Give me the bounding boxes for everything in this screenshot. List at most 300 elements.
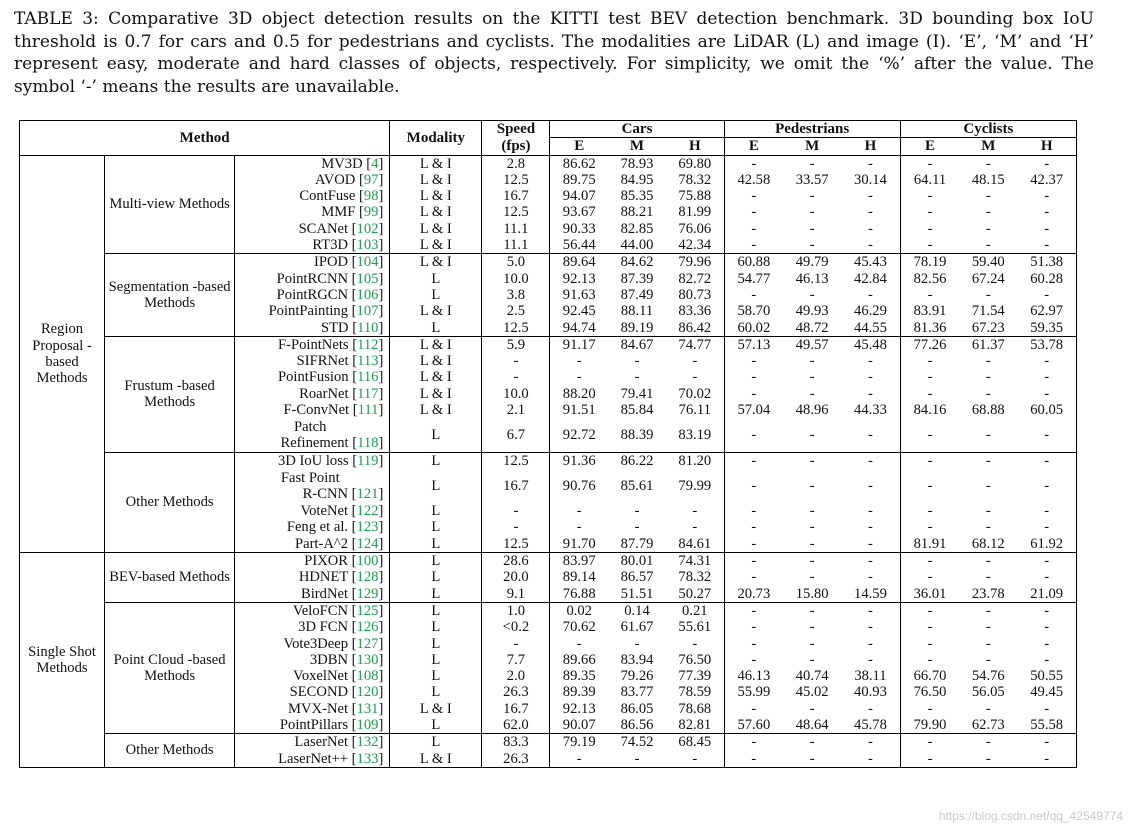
value-cell: 60.02 [737, 319, 771, 336]
reference-link[interactable]: 116 [357, 369, 379, 386]
reference-link[interactable]: 99 [363, 204, 379, 221]
value-cell: - [576, 369, 582, 386]
modality-cell: L [390, 668, 482, 684]
speed-cell: 12.5 [482, 320, 550, 337]
modality-cell: L & I [390, 221, 482, 237]
value-cell: - [841, 221, 900, 237]
value-cell: - [900, 734, 959, 751]
value-cell: - [751, 353, 757, 370]
value-cell: - [841, 652, 900, 668]
reference-link[interactable]: 103 [356, 237, 379, 254]
value-cell: 86.56 [620, 717, 654, 733]
value-cell: 82.72 [666, 271, 724, 287]
method-name-cell: Vote3Deep [127] [235, 636, 390, 652]
speed-cell: - [482, 369, 550, 385]
value-cell: - [900, 553, 959, 570]
reference-link[interactable]: 123 [356, 519, 379, 536]
method-name: LaserNet [294, 734, 349, 751]
results-table [19, 120, 1077, 768]
speed-cell: - [482, 353, 550, 369]
value-cell: - [841, 287, 900, 303]
method-name: Fast Point R-CNN [280, 469, 349, 503]
value-cell: - [809, 353, 815, 370]
value-cell: - [1017, 386, 1076, 402]
reference-link[interactable]: 100 [356, 553, 379, 570]
value-cell: - [1017, 519, 1076, 535]
value-cell: - [1017, 469, 1076, 503]
ped-easy-header: E [724, 138, 783, 155]
value-cell: 84.95 [620, 171, 654, 188]
value-cell: - [666, 519, 724, 535]
method-name: MV3D [321, 155, 363, 172]
value-cell: 81.36 [913, 319, 947, 336]
speed-cell: 16.7 [482, 701, 550, 717]
value-cell: - [809, 385, 815, 402]
value-cell: 71.54 [971, 303, 1005, 320]
value-cell: - [985, 700, 991, 717]
value-cell: 76.50 [913, 684, 947, 701]
value-cell: - [841, 519, 900, 535]
reference-link[interactable]: 4 [371, 155, 379, 172]
value-cell: 42.84 [841, 271, 900, 287]
value-cell: 91.51 [562, 402, 596, 419]
value-cell: - [751, 426, 757, 443]
value-cell: 15.80 [795, 585, 829, 602]
modality-cell: L [390, 503, 482, 519]
speed-header: Speed [482, 121, 550, 138]
value-cell: - [1017, 701, 1076, 717]
modality-cell: L & I [390, 701, 482, 717]
table-row [20, 734, 1077, 751]
speed-cell: 9.1 [482, 586, 550, 603]
value-cell: - [841, 536, 900, 553]
value-cell: - [927, 426, 933, 443]
value-cell: - [751, 635, 757, 652]
value-cell: 86.62 [550, 155, 608, 172]
table-row [20, 155, 1077, 172]
value-cell: 91.36 [550, 452, 608, 469]
group-label: Other Methods [105, 452, 235, 552]
value-cell: - [751, 700, 757, 717]
value-cell: 90.76 [562, 477, 596, 494]
value-cell: - [634, 519, 640, 536]
reference-link[interactable]: 133 [356, 750, 379, 767]
value-cell: 87.79 [620, 535, 654, 552]
method-name: VeloFCN [292, 602, 349, 619]
value-cell: 89.19 [620, 319, 654, 336]
cars-easy-header: E [550, 138, 608, 155]
value-cell: 79.90 [913, 717, 947, 733]
cars-hard-header: H [666, 138, 724, 155]
category-label: Single Shot Methods [20, 553, 105, 768]
method-name: BirdNet [301, 585, 349, 602]
value-cell: - [666, 636, 724, 652]
modality-cell: L [390, 553, 482, 570]
modality-cell: L [390, 569, 482, 585]
value-cell: 58.70 [737, 303, 771, 320]
value-cell: - [608, 751, 666, 768]
method-name-cell: SCANet [102] [235, 221, 390, 237]
method-name: 3D IoU loss [278, 452, 349, 469]
value-cell: - [1017, 155, 1076, 172]
reference-link[interactable]: 108 [356, 668, 379, 685]
value-cell: 0.02 [550, 602, 608, 619]
method-name: PointPillars [279, 717, 349, 733]
value-cell: 55.99 [737, 684, 771, 701]
reference-link[interactable]: 98 [363, 188, 379, 205]
speed-cell: <0.2 [482, 619, 550, 635]
method-name-cell: ContFuse [98] [235, 188, 390, 204]
value-cell: 48.96 [795, 402, 829, 419]
reference-link[interactable]: 132 [356, 734, 379, 751]
value-cell: 84.67 [608, 336, 666, 353]
modality-cell: L & I [390, 369, 482, 385]
method-name: IPOD [313, 254, 349, 271]
value-cell: - [985, 188, 991, 205]
value-cell: 88.20 [562, 385, 596, 402]
method-name-cell: Feng et al. [123] [235, 519, 390, 535]
value-cell: - [751, 519, 757, 536]
value-cell: - [927, 635, 933, 652]
value-cell: - [1017, 652, 1076, 668]
value-cell: 90.33 [562, 220, 596, 237]
method-name: PointRGCN [276, 286, 349, 303]
modality-cell: L [390, 469, 482, 503]
speed-cell: 1.0 [482, 602, 550, 619]
value-cell: 45.02 [795, 684, 829, 701]
value-cell: - [985, 503, 991, 520]
reference-link[interactable]: 106 [356, 286, 379, 303]
value-cell: - [809, 503, 815, 520]
table-row [20, 602, 1077, 619]
reference-link[interactable]: 113 [357, 353, 379, 370]
reference-link[interactable]: 121 [356, 486, 379, 503]
ped-hard-header: H [841, 138, 900, 155]
value-cell: 46.29 [841, 303, 900, 319]
method-name: 3DBN [309, 651, 349, 668]
value-cell: - [927, 519, 933, 536]
value-cell: - [1017, 188, 1076, 204]
value-cell: - [550, 751, 608, 768]
table-row [20, 452, 1077, 469]
value-cell: - [841, 204, 900, 220]
value-cell: 59.40 [959, 254, 1017, 271]
value-cell: 21.09 [1017, 586, 1076, 603]
method-name: HDNET [298, 569, 349, 586]
method-name-cell: 3D IoU loss [119] [235, 452, 390, 469]
value-cell: 89.14 [562, 569, 596, 586]
value-cell: 82.56 [913, 270, 947, 287]
value-cell: - [751, 651, 757, 668]
value-cell: 67.23 [971, 319, 1005, 336]
value-cell: 49.45 [1017, 684, 1076, 700]
reference-link[interactable]: 130 [356, 651, 379, 668]
method-name-cell: RT3D [103] [235, 237, 390, 254]
value-cell: 70.02 [666, 386, 724, 402]
reference-link[interactable]: 109 [356, 717, 379, 733]
value-cell: 50.55 [1017, 668, 1076, 684]
reference-link[interactable]: 97 [363, 171, 379, 188]
value-cell: 60.28 [1017, 271, 1076, 287]
value-cell: - [841, 619, 900, 635]
group-label: Point Cloud -based Methods [105, 602, 235, 733]
cyc-moderate-header: M [959, 138, 1017, 155]
value-cell: - [809, 535, 815, 552]
method-name-cell: VeloFCN [125] [235, 602, 390, 619]
method-name: RoarNet [299, 385, 349, 402]
value-cell: 78.59 [666, 684, 724, 700]
value-cell: - [783, 751, 841, 768]
value-cell: - [751, 619, 757, 636]
value-cell: 61.37 [959, 336, 1017, 353]
value-cell: 49.79 [783, 254, 841, 271]
speed-cell: 2.1 [482, 402, 550, 418]
modality-cell: L & I [390, 155, 482, 172]
value-cell: 74.77 [666, 336, 724, 353]
value-cell: 92.45 [562, 303, 596, 320]
value-cell: - [985, 385, 991, 402]
value-cell: 59.35 [1017, 320, 1076, 337]
reference-link[interactable]: 102 [356, 220, 379, 237]
value-cell: 68.88 [971, 402, 1005, 419]
value-cell: - [1017, 553, 1076, 570]
value-cell: - [576, 353, 582, 370]
value-cell: - [1017, 237, 1076, 254]
speed-cell: 5.0 [482, 254, 550, 271]
method-name-cell: AVOD [97] [235, 172, 390, 188]
reference-link[interactable]: 119 [357, 452, 379, 469]
value-cell: 81.99 [666, 204, 724, 220]
value-cell: - [1017, 452, 1076, 469]
value-cell: 92.13 [562, 270, 596, 287]
method-name-cell: LaserNet [132] [235, 734, 390, 751]
value-cell: 23.78 [971, 585, 1005, 602]
value-cell: 53.78 [1017, 336, 1076, 353]
method-name-cell: IPOD [104] [235, 254, 390, 271]
value-cell: - [724, 751, 783, 768]
reference-link[interactable]: 118 [357, 435, 379, 452]
value-cell: 91.17 [550, 336, 608, 353]
modality-cell: L [390, 636, 482, 652]
method-name: SCANet [298, 220, 349, 237]
value-cell: 91.63 [562, 286, 596, 303]
reference-link[interactable]: 128 [356, 569, 379, 586]
reference-link[interactable]: 112 [357, 336, 379, 353]
value-cell: 70.62 [562, 619, 596, 636]
reference-link[interactable]: 104 [356, 254, 379, 271]
value-cell: - [809, 369, 815, 386]
value-cell: - [783, 602, 841, 619]
value-cell: 76.06 [666, 221, 724, 237]
value-cell: - [809, 204, 815, 221]
reference-link[interactable]: 107 [356, 303, 379, 320]
method-name: VoxelNet [293, 668, 349, 685]
value-cell: - [841, 569, 900, 585]
modality-cell: L [390, 536, 482, 553]
value-cell: 93.67 [562, 204, 596, 221]
value-cell: - [985, 651, 991, 668]
value-cell: - [751, 385, 757, 402]
method-name: Part-A^2 [294, 535, 349, 552]
reference-link[interactable]: 126 [356, 619, 379, 636]
reference-link[interactable]: 120 [356, 684, 379, 701]
method-name: MVX-Net [288, 700, 349, 717]
value-cell: 48.15 [971, 171, 1005, 188]
value-cell: 56.05 [971, 684, 1005, 701]
value-cell: 44.55 [841, 320, 900, 337]
method-name: PointPainting [268, 303, 349, 320]
value-cell: 77.26 [900, 336, 959, 353]
modality-cell: L & I [390, 751, 482, 768]
value-cell: - [900, 751, 959, 768]
value-cell: 94.07 [562, 188, 596, 205]
method-name: SECOND [289, 684, 349, 701]
reference-link[interactable]: 129 [356, 585, 379, 602]
speed-cell: 11.1 [482, 237, 550, 254]
value-cell: 78.93 [608, 155, 666, 172]
modality-cell: L [390, 619, 482, 635]
reference-link[interactable]: 124 [356, 535, 379, 552]
value-cell: - [809, 477, 815, 494]
modality-cell: L & I [390, 254, 482, 271]
value-cell: - [1017, 221, 1076, 237]
value-cell: 57.13 [724, 336, 783, 353]
value-cell: - [985, 369, 991, 386]
method-name: Patch Refinement [280, 418, 349, 452]
value-cell: 62.97 [1017, 303, 1076, 319]
value-cell: 51.38 [1017, 254, 1076, 271]
method-name-cell: PointPillars [109] [235, 717, 390, 734]
value-cell: - [751, 535, 757, 552]
method-name-cell: PointRCNN [105] [235, 271, 390, 287]
value-cell: - [576, 635, 582, 652]
value-cell: 38.11 [841, 668, 900, 684]
speed-cell: 2.8 [482, 155, 550, 172]
reference-link[interactable]: 110 [357, 319, 379, 336]
method-name: STD [320, 319, 349, 336]
modality-cell: L [390, 271, 482, 287]
table-caption: TABLE 3: Comparative 3D object detection results on the KITTI test BEV detection benchmark. 3D bounding box IoU threshold is 0.7 for cars and 0.5 for pedestrians and cyclists. The modalities are LiDAR (L) and image (I). ‘E’, ‘M’ and ‘H’ represent easy, moderate and hard classes of objects, respectively. For simplicity, we omit the ‘%’ after the value. The symbol ‘-’ means the results are unavailable. [14, 9, 1094, 97]
method-name-cell: MV3D [4] [235, 155, 390, 172]
value-cell: - [985, 635, 991, 652]
value-cell: 82.81 [666, 717, 724, 734]
method-name-cell: PIXOR [100] [235, 553, 390, 570]
value-cell: - [985, 619, 991, 636]
value-cell: 79.19 [550, 734, 608, 751]
value-cell: - [809, 426, 815, 443]
method-name-cell: VoxelNet [108] [235, 668, 390, 684]
cyclists-header: Cyclists [900, 121, 1076, 138]
value-cell: - [927, 477, 933, 494]
value-cell: 49.93 [795, 303, 829, 320]
value-cell: 69.80 [666, 155, 724, 172]
value-cell: - [1017, 353, 1076, 369]
value-cell: 46.13 [737, 668, 771, 685]
reference-link[interactable]: 131 [356, 700, 379, 717]
value-cell: 44.00 [620, 237, 654, 254]
reference-link[interactable]: 122 [356, 503, 379, 520]
value-cell: 94.74 [562, 319, 596, 336]
value-cell: 85.35 [620, 188, 654, 205]
value-cell: 83.36 [666, 303, 724, 319]
value-cell: - [751, 569, 757, 586]
value-cell: - [985, 519, 991, 536]
value-cell: - [927, 188, 933, 205]
value-cell: - [783, 734, 841, 751]
value-cell: - [927, 700, 933, 717]
modality-cell: L [390, 519, 482, 535]
value-cell: - [841, 386, 900, 402]
value-cell: 42.58 [737, 171, 771, 188]
value-cell: - [927, 619, 933, 636]
method-name-cell: F-ConvNet [111] [235, 402, 390, 418]
speed-cell: 11.1 [482, 221, 550, 237]
modality-cell: L & I [390, 188, 482, 204]
value-cell: - [900, 452, 959, 469]
modality-cell: L [390, 684, 482, 700]
method-name-cell: 3D FCN [126] [235, 619, 390, 635]
value-cell: 77.39 [666, 668, 724, 684]
reference-link[interactable]: 127 [356, 635, 379, 652]
cars-header: Cars [550, 121, 724, 138]
value-cell: 45.48 [841, 336, 900, 353]
value-cell: - [841, 237, 900, 254]
method-name: AVOD [315, 171, 356, 188]
modality-cell: L [390, 287, 482, 303]
value-cell: 86.57 [620, 569, 654, 586]
speed-cell: 26.3 [482, 684, 550, 700]
reference-link[interactable]: 125 [356, 602, 379, 619]
modality-cell: L [390, 717, 482, 734]
value-cell: - [809, 635, 815, 652]
speed-cell: 10.0 [482, 386, 550, 402]
table-row [20, 254, 1077, 271]
method-name: LaserNet++ [278, 750, 349, 767]
reference-link[interactable]: 117 [357, 385, 379, 402]
speed-cell: 26.3 [482, 751, 550, 768]
value-cell: 88.11 [620, 303, 654, 320]
value-cell: 61.67 [620, 619, 654, 636]
value-cell: 83.77 [620, 684, 654, 701]
cyc-hard-header: H [1017, 138, 1076, 155]
value-cell: 51.51 [620, 585, 654, 602]
reference-link[interactable]: 105 [356, 270, 379, 287]
value-cell: - [1017, 369, 1076, 385]
value-cell: - [1017, 602, 1076, 619]
modality-cell: L & I [390, 204, 482, 220]
value-cell: 68.12 [971, 535, 1005, 552]
value-cell: 86.22 [608, 452, 666, 469]
value-cell: - [927, 220, 933, 237]
value-cell: - [1017, 734, 1076, 751]
value-cell: 81.20 [666, 452, 724, 469]
value-cell: 45.43 [841, 254, 900, 271]
value-cell: - [809, 188, 815, 205]
method-name: F-PointNets [278, 336, 349, 353]
value-cell: 55.58 [1017, 717, 1076, 734]
value-cell: 84.16 [913, 402, 947, 419]
value-cell: 76.50 [666, 652, 724, 668]
value-cell: - [959, 452, 1017, 469]
value-cell: 89.39 [562, 684, 596, 701]
value-cell: - [959, 155, 1017, 172]
value-cell: - [985, 426, 991, 443]
value-cell: - [841, 353, 900, 369]
modality-cell: L [390, 452, 482, 469]
value-cell: 20.73 [737, 585, 771, 602]
value-cell: - [1017, 418, 1076, 452]
reference-link[interactable]: 111 [357, 402, 379, 419]
